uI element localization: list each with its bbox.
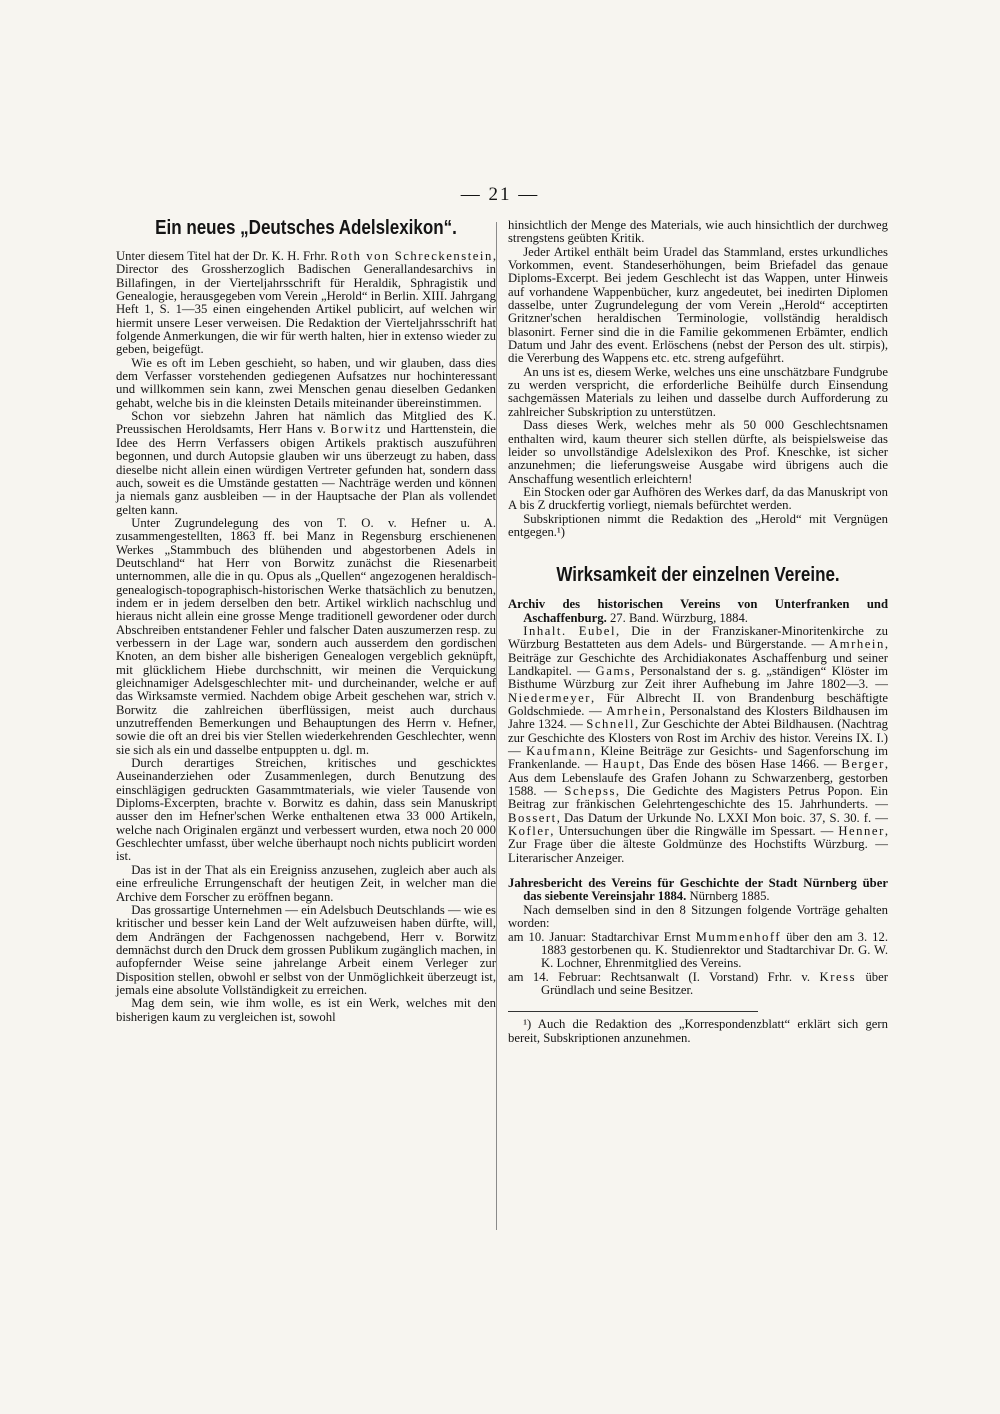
footnote-rule [508,1011,758,1012]
lecture-date: am 10. Januar: [508,929,592,944]
page-number: — 21 — [460,184,540,205]
paragraph-text: und Harttenstein, die Idee des Herrn Verfassers obigen Artikels praktisch auszuführen begonnen, und durch Autopsie glauben wir uns überzeugt zu haben, dass dieselbe nicht allein einen würdigen Vertreter gefunden hat, sondern dass auch, soweit es die Umstände gestatten — Nachträge werden und können ja niemals ganz ausbleiben — in der Hauptsache der Plan als vollendet gelten kann. [116,422,496,517]
lecture-text: über den am 3. 12. 1883 gestorbenen qu. K. Studienrektor und Stadtarchivar Dr. G. W. K. Lochner, Ehrenmitglied des Vereins. [541,929,889,971]
paragraph [116,864,496,904]
jahresbericht-intro: Nach demselben sind in den 8 Sitzungen folgende Vorträge gehalten worden: [508,902,888,931]
paragraph-text: Durch derartiges Streichen, kritisches und geschicktes Auseinanderziehen oder Zusammenlegen, durch Benutzung des einschlägigen gedruckten Gasammtmaterials, wie vieler Tausende von Diploms-Excerpten, brachte v. Borwitz es dahin, dass sein Manuskript ausser den im Hefner'schen Werke enthaltenen etwa 33 000 Artikeln, welche nach Originalen ergänzt und verbessert wurden, etwa noch 20 000 Geschlechter umfasst, über welche überhaupt noch nichts publicirt worden ist. [116,756,496,864]
author-name: Inhalt. [523,623,567,638]
jahresbericht-entry [508,877,888,904]
paragraph: Subskriptionen nimmt die Redaktion des „Herold“ mit Vergnügen entgegen.¹) [508,511,888,539]
author-name: Eubel [578,623,616,638]
author-name: Amrhein [606,704,662,718]
archiv-content [508,625,888,865]
author-name: Kaufmann [526,744,592,759]
content-text: , Das Datum der Urkunde No. LXXI Mon boic. 37, S. 30. f. — [556,810,888,825]
paragraph-text: Das ist in der That als ein Ereigniss anzusehen, zugleich aber auch als eine erfreuliche Errungenschaft der heutigen Zeit, in welcher man die Archive dem Forscher zu eröffnen begann. [116,862,496,904]
paragraph-text: Das grossartige Unternehmen — ein Adelsbuch Deutschlands — wie es kritischer und besser kein Land der Welt aufzuweisen haben dürfte, will, dem Andrängen der Fachgenossen nachgebend, Herr v. Borwitz demnächst durch den Druck dem grossen Publikum zugänglich machen, in aufopfernder Weise seine jahrelange Arbeit einem Verleger zur Disposition stellen, obwohl er selbst von der Unmöglichkeit überzeugt ist, jemals eine absolute Vollständigkeit zu erreichen. [116,902,496,997]
paragraph-text: Wie es oft im Leben geschieht, so haben, und wir glauben, dass dies dem Verfasser vorstehenden gediegenen Aufsatzes nur hochinteressant und willkommen sein kann, zwei Menschen genau dieselben Gedanken gehabt, welche bis in die kleinsten Details miteinander übereinstimmen. [116,355,496,410]
paragraph [116,517,496,757]
author-name: Haupt [602,757,642,772]
paragraph [116,997,496,1024]
content-text [567,624,579,638]
lecture-date: am 14. Februar: [508,969,611,984]
right-column [508,219,888,1045]
spaced-name: Borwitz [330,422,383,437]
content-text: , Die in der Franziskaner-Minoritenkirche zu Würzburg Bestatteten aus dem Adels- und Bürgerstande. — [508,623,888,652]
content-text: , Personalstand der s. g. „ständigen“ Klöster im Bisthume Würzburg zur Zeit ihrer Aufhebung im Jahre 1802—3. — [508,663,888,692]
paragraph [116,904,496,997]
content-text: , Personalstand des Klosters Bildhausen im Jahre 1324. — [508,704,888,732]
author-name: Schepss [564,784,616,799]
content-text: , Aus dem Lebenslaufe des Grafen Johann zu Schwarzenberg, gestorben 1588. — [508,757,888,799]
archiv-title: Archiv des historischen Vereins von Unterfranken und Aschaffenburg. [508,597,888,625]
column-divider [496,222,497,1230]
jahresbericht-details: Nürnberg 1885. [686,889,770,904]
content-text: , Zur Geschichte der Abtei Bildhausen. (Nachtrag zur Geschichte des Klosters von Rost im Archiv des histor. Vereins IX. I.) — [508,717,888,759]
paragraph: Dass dieses Werk, welches mehr als 50 000 Geschlechtsnamen enthalten wird, kaum theurer sich stellen dürfte, als beispielsweise das leider so unvollständige Adelslexikon des Prof. Kneschke, ist sicher anzunehmen; die lieferungsweise Ausgabe wird übrigens auch die Anschaffung wesentlich erleichtern! [508,418,888,486]
content-text: , Kleine Beiträge zur Gesichts- und Sagenforschung im Frankenlande. — [508,744,888,772]
jahresbericht-title: Jahresbericht des Vereins für Geschichte der Stadt Nürnberg über das siebente Vereinsjahr 1884. [508,876,888,904]
content-text: , Zur Frage über die älteste Goldmünze des Hochstifts Würzburg. — Literarischer Anzeiger. [508,824,888,865]
author-name: Bossert [508,810,557,825]
author-name: Schnell [586,717,635,732]
author-name: Gams [595,663,632,678]
paragraph-text: Unter Zugrundelegung des von T. O. v. Hefner u. A. zusammengestellten, 1863 ff. bei Manz in Regensburg erschienenen Werkes „Stammbuch des blühenden und abgestorbenen Adels in Deutschland“ hat Herr von Borwitz zunächst die Riesenarbeit unternommen, alle die in qu. Opus als „Quellen“ angezogenen heraldisch-genealogisch-topographisch-historischen Werke thatsächlich zu benutzen, indem er in jedem derselben den betr. Artikel wirklich nachschlug und hieraus nicht allein eine grosse Menge traditionell gewordener oder durch Abschreiben entstandener Fehler und falscher Daten auszumerzen resp. zu verbessern in der Lage war, sondern auch ausserdem den gordischen Knoten, an dem bisher alle bisherigen Genealogen vergeblich geknüpft, mit glücklichem Hiebe durchschnitt, wir meinen die Verquickung gleichnamiger Adelsgeschlechter mit- und durcheinander, welche er auf das Wirksamste vermied. Nachdem obige Arbeit geschehen war, strich v. Borwitz die zahlreichen überflüssigen, meist auch durchaus unzutreffenden Bemerkungen und Behauptungen des Herrn v. Hefner, sowie die oft an drei bis vier Stellen wiederkehrenden Geschlechter, wenn sie sich als ein und dasselbe entpuppten u. dgl. m. [116,515,496,757]
paragraph-text: , Director des Grossherzoglich Badischen Generallandesarchivs in Billafingen, in der Vierteljahrsschrift für Heraldik, Sphragistik und Genealogie, herausgegeben vom Verein „Herold“ in Berlin. XIII. Jahrgang Heft 1, S. 1—35 einen eingehenden Artikel publicirt, auf welchen wir hiermit unsere Leser verweisen. Die Redaktion der Vierteljahrsschrift hat folgende Anmerkungen, die wir für werth halten, hier in extenso wieder zu geben, beigefügt. [116,249,496,357]
speaker-name: Kress [819,969,857,984]
article-continuation [508,219,888,539]
author-name: Niedermeyer [508,690,591,705]
paragraph [116,250,496,357]
article-body [116,250,496,1024]
content-text: , Untersuchungen über die Ringwälle im Spessart. — [550,824,839,839]
paragraph: Jeder Artikel enthält beim Uradel das Stammland, erstes urkundliches Vorkommen, event. Standeserhöhungen, beim Briefadel das genaue Diploms-Excerpt. Bei jedem Geschlecht ist das Wappen, unter Hinweis auf vorhandene Wappenbücher, kurz angedeutet, bei inedirten Diplomen dasselbe, unter Zugrundelegung der vom Verein „Herold“ acceptirten Gritzner'schen heraldischen Terminologie, vollständig heraldisch blasonirt. Ferner sind die in die Familie gekommenen Erbämter, endlich Datum und Jahr des event. Erlöschens (nebst der Person des ult. stirpis), die Vererbung des Wappens etc. etc. streng aufgeführt. [508,244,888,366]
lecture-list [508,931,888,998]
lecture-item [508,931,888,971]
paragraph-text: Unter diesem Titel hat der Dr. K. H. Frhr. [116,249,331,263]
content-text: , Beiträge zur Geschichte des Archidiakonates Aschaffenburg und seiner Landkapitel. — [508,637,888,678]
content-text: , Für Albrecht II. von Brandenburg beschäftigte Goldschmiede. — [508,690,888,718]
paragraph: Ein Stocken oder gar Aufhören des Werkes darf, da das Manuskript von A bis Z druckfertig vorliegt, niemals befürchtet werden. [508,484,888,513]
paragraph-text: Schon vor siebzehn Jahren hat nämlich das Mitglied des K. Preussischen Heroldsamts, Herr Hans v. [116,409,496,437]
archiv-entry [508,598,888,625]
article-heading: Ein neues „Deutsches Adelslexikon“. [155,217,457,239]
author-name: Amrhein [829,637,885,652]
footnote: ¹) Auch die Redaktion des „Korrespondenzblatt“ erklärt sich gern bereit, Subskriptionen anzunehmen. [508,1017,888,1045]
author-name: Henner [838,824,885,839]
lecture-text: über Gründlach und seine Besitzer. [541,969,889,997]
paragraph-text: Mag dem sein, wie ihm wolle, es ist ein Werk, welches mit den bisherigen kaum zu vergleichen ist, sowohl [116,996,496,1024]
paragraph [116,410,496,517]
paragraph [116,757,496,864]
section-heading: Wirksamkeit der einzelnen Vereine. [556,564,840,587]
paragraph: An uns ist es, diesem Werke, welches uns eine unschätzbare Fundgrube zu werden verspricht, die erforderliche Beihülfe durch Einsendung sachgemässen Materials zu leihen und dasselbe durch Aufforderung zu zahlreicher Subskription zu unterstützen. [508,364,888,419]
paragraph: hinsichtlich der Menge des Materials, wie auch hinsichtlich der durchweg strengstens geübten Kritik. [508,218,888,246]
author-name: Berger [841,757,885,772]
speaker-name: Mummenhoff [695,929,782,944]
paragraph [116,357,496,410]
author-name: Kofler [508,824,551,839]
left-column [116,216,496,1024]
content-text: , Das Ende des bösen Hase 1466. — [641,757,842,772]
spaced-name: Roth von Schreckenstein [330,249,493,263]
lecture-item [508,971,888,998]
lecture-text: Stadtarchivar Ernst [591,929,696,944]
archiv-details: 27. Band. Würzburg, 1884. [606,610,748,625]
content-text: , Die Gedichte des Magisters Petrus Popon. Ein Beitrag zur fränkischen Gelehrtengeschichte des 15. Jahrhunderts. — [508,784,888,812]
lecture-text: Rechtsanwalt (I. Vorstand) Frhr. v. [610,969,820,984]
